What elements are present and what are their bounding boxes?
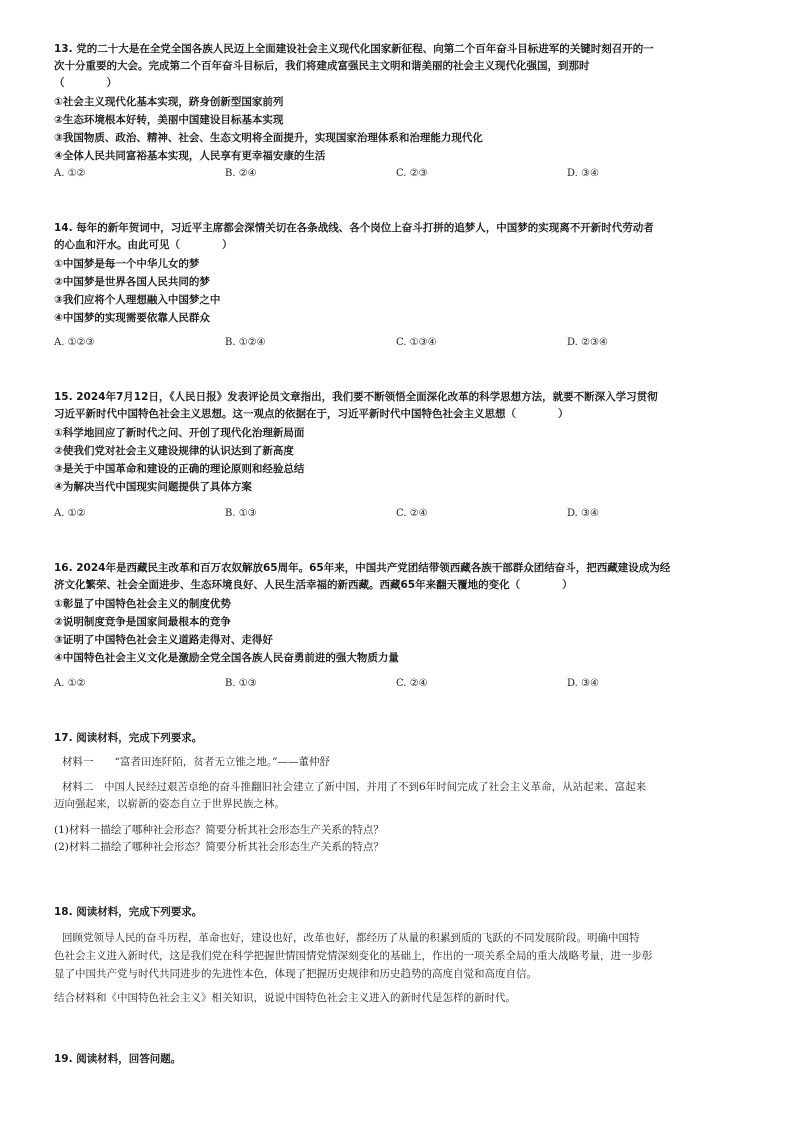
q13-stem-line-3: （ ） [54, 77, 117, 89]
q13-item-4: ④全体人民共同富裕基本实现，人民享有更幸福安康的生活 [54, 150, 326, 162]
q13-option-b: B. ②④ [225, 168, 257, 179]
q13-item-2: ②生态环境根本好转，美丽中国建设目标基本实现 [54, 114, 284, 126]
q14-option-a: A. ①②③ [54, 337, 95, 348]
q13-options [54, 167, 744, 181]
q17-subquestion-1: (1)材料一描绘了哪种社会形态？简要分析其社会形态生产关系的特点？ [54, 824, 384, 836]
q16-option-b: B. ①③ [225, 678, 257, 689]
q16-item-1: ①彰显了中国特色社会主义的制度优势 [54, 598, 231, 610]
q15-stem-line-1: 15. 2024年7月12日，《人民日报》发表评论员文章指出，我们要不断领悟全面深化改革的科学思想方法，就要不断深入学习贯彻 [54, 391, 658, 403]
q14-item-2: ②中国梦是世界各国人民共同的梦 [54, 276, 210, 288]
q16-options [54, 677, 744, 691]
q15-option-b: B. ①③ [225, 508, 257, 519]
q15-item-3: ③是关于中国革命和建设的正确的理论原则和经验总结 [54, 463, 305, 475]
q16-option-a: A. ①② [54, 678, 86, 689]
q13-stem-line-2: 次十分重要的大会。完成第二个百年奋斗目标后，我们将建成富强民主文明和谐美丽的社会主义现代化强国，到那时 [54, 60, 590, 72]
q14-options [54, 336, 744, 350]
q18-material-line-3: 显了中国共产党与时代共同进步的先进性本色，体现了把握历史规律和历史趋势的高度自觉和高度自信。 [54, 968, 537, 980]
q15-item-4: ④为解决当代中国现实问题提供了具体方案 [54, 481, 252, 493]
q15-item-2: ②使我们党对社会主义建设规律的认识达到了新高度 [54, 445, 294, 457]
q14-option-d: D. ②③④ [567, 337, 608, 348]
q15-option-c: C. ②④ [396, 508, 428, 519]
q15-stem-line-2: 习近平新时代中国特色社会主义思想。这一观点的依据在于，习近平新时代中国特色社会主义思想（ ） [54, 408, 569, 420]
q16-item-4: ④中国特色社会主义文化是激励全党全国各族人民奋勇前进的强大物质力量 [54, 652, 399, 664]
q16-stem-line-2: 济文化繁荣、社会全面进步、生态环境良好、人民生活幸福的新西藏。西藏65年来翻天覆地的变化（ ） [54, 579, 573, 591]
q13-item-1: ①社会主义现代化基本实现，跻身创新型国家前列 [54, 96, 284, 108]
q14-item-4: ④中国梦的实现需要依靠人民群众 [54, 312, 210, 324]
q13-option-a: A. ①② [54, 168, 86, 179]
q17-material-1: 材料一 “富者田连阡陌，贫者无立锥之地。”——董仲舒 [62, 756, 330, 768]
q16-option-d: D. ③④ [567, 678, 599, 689]
q17-subquestion-2: (2)材料二描绘了哪种社会形态？简要分析其社会形态生产关系的特点？ [54, 841, 384, 853]
q13-option-c: C. ②③ [396, 168, 428, 179]
q16-option-c: C. ②④ [396, 678, 428, 689]
q14-item-1: ①中国梦是每一个中华儿女的梦 [54, 258, 200, 270]
q18-title: 18. 阅读材料，完成下列要求。 [54, 906, 203, 918]
q16-item-3: ③证明了中国特色社会主义道路走得对、走得好 [54, 634, 273, 646]
q14-option-b: B. ①②④ [225, 337, 266, 348]
q13-item-3: ③我国物质、政治、精神、社会、生态文明将全面提升，实现国家治理体系和治理能力现代化 [54, 132, 483, 144]
q15-options [54, 507, 744, 521]
q16-item-2: ②说明制度竞争是国家间最根本的竞争 [54, 616, 231, 628]
q17-title: 17. 阅读材料，完成下列要求。 [54, 732, 203, 744]
q15-item-1: ①科学地回应了新时代之问、开创了现代化治理新局面 [54, 427, 305, 439]
q18-question: 结合材料和《中国特色社会主义》相关知识，说说中国特色社会主义进入的新时代是怎样的新时代。 [54, 992, 516, 1004]
q13-stem-line-1: 13. 党的二十大是在全党全国各族人民迈上全面建设社会主义现代化国家新征程、向第二个百年奋斗目标进军的关键时刻召开的一 [54, 43, 654, 55]
q15-option-a: A. ①② [54, 508, 86, 519]
q14-option-c: C. ①③④ [396, 337, 437, 348]
q15-option-d: D. ③④ [567, 508, 599, 519]
q16-stem-line-1: 16. 2024年是西藏民主改革和百万农奴解放65周年。65年来，中国共产党团结带领西藏各族干部群众团结奋斗，把西藏建设成为经 [54, 562, 671, 574]
q14-stem-line-2: 的心血和汗水。由此可见（ ） [54, 239, 233, 251]
q17-material-2-line-2: 迈向强起来，以崭新的姿态自立于世界民族之林。 [54, 798, 285, 810]
q18-material-line-1: 回顾党领导人民的奋斗历程，革命也好，建设也好，改革也好，都经历了从量的积累到质的飞跃的不同发展阶段。明确中国特 [62, 932, 640, 944]
q17-material-2-line-1: 材料二 中国人民经过艰苦卓绝的奋斗推翻旧社会建立了新中国，并用了不到6年时间完成了社会主义革命，从站起来、富起来 [62, 781, 647, 793]
q14-stem-line-1: 14. 每年的新年贺词中，习近平主席都会深情关切在各条战线、各个岗位上奋斗打拼的追梦人，中国梦的实现离不开新时代劳动者 [54, 222, 654, 234]
q18-material-line-2: 色社会主义进入新时代，这是我们党在科学把握世情国情党情深刻变化的基础上，作出的一项关系全局的重大战略考量，进一步彰 [54, 950, 653, 962]
q19-title: 19. 阅读材料，回答问题。 [54, 1053, 182, 1065]
q14-item-3: ③我们应将个人理想融入中国梦之中 [54, 294, 221, 306]
q13-option-d: D. ③④ [567, 168, 599, 179]
